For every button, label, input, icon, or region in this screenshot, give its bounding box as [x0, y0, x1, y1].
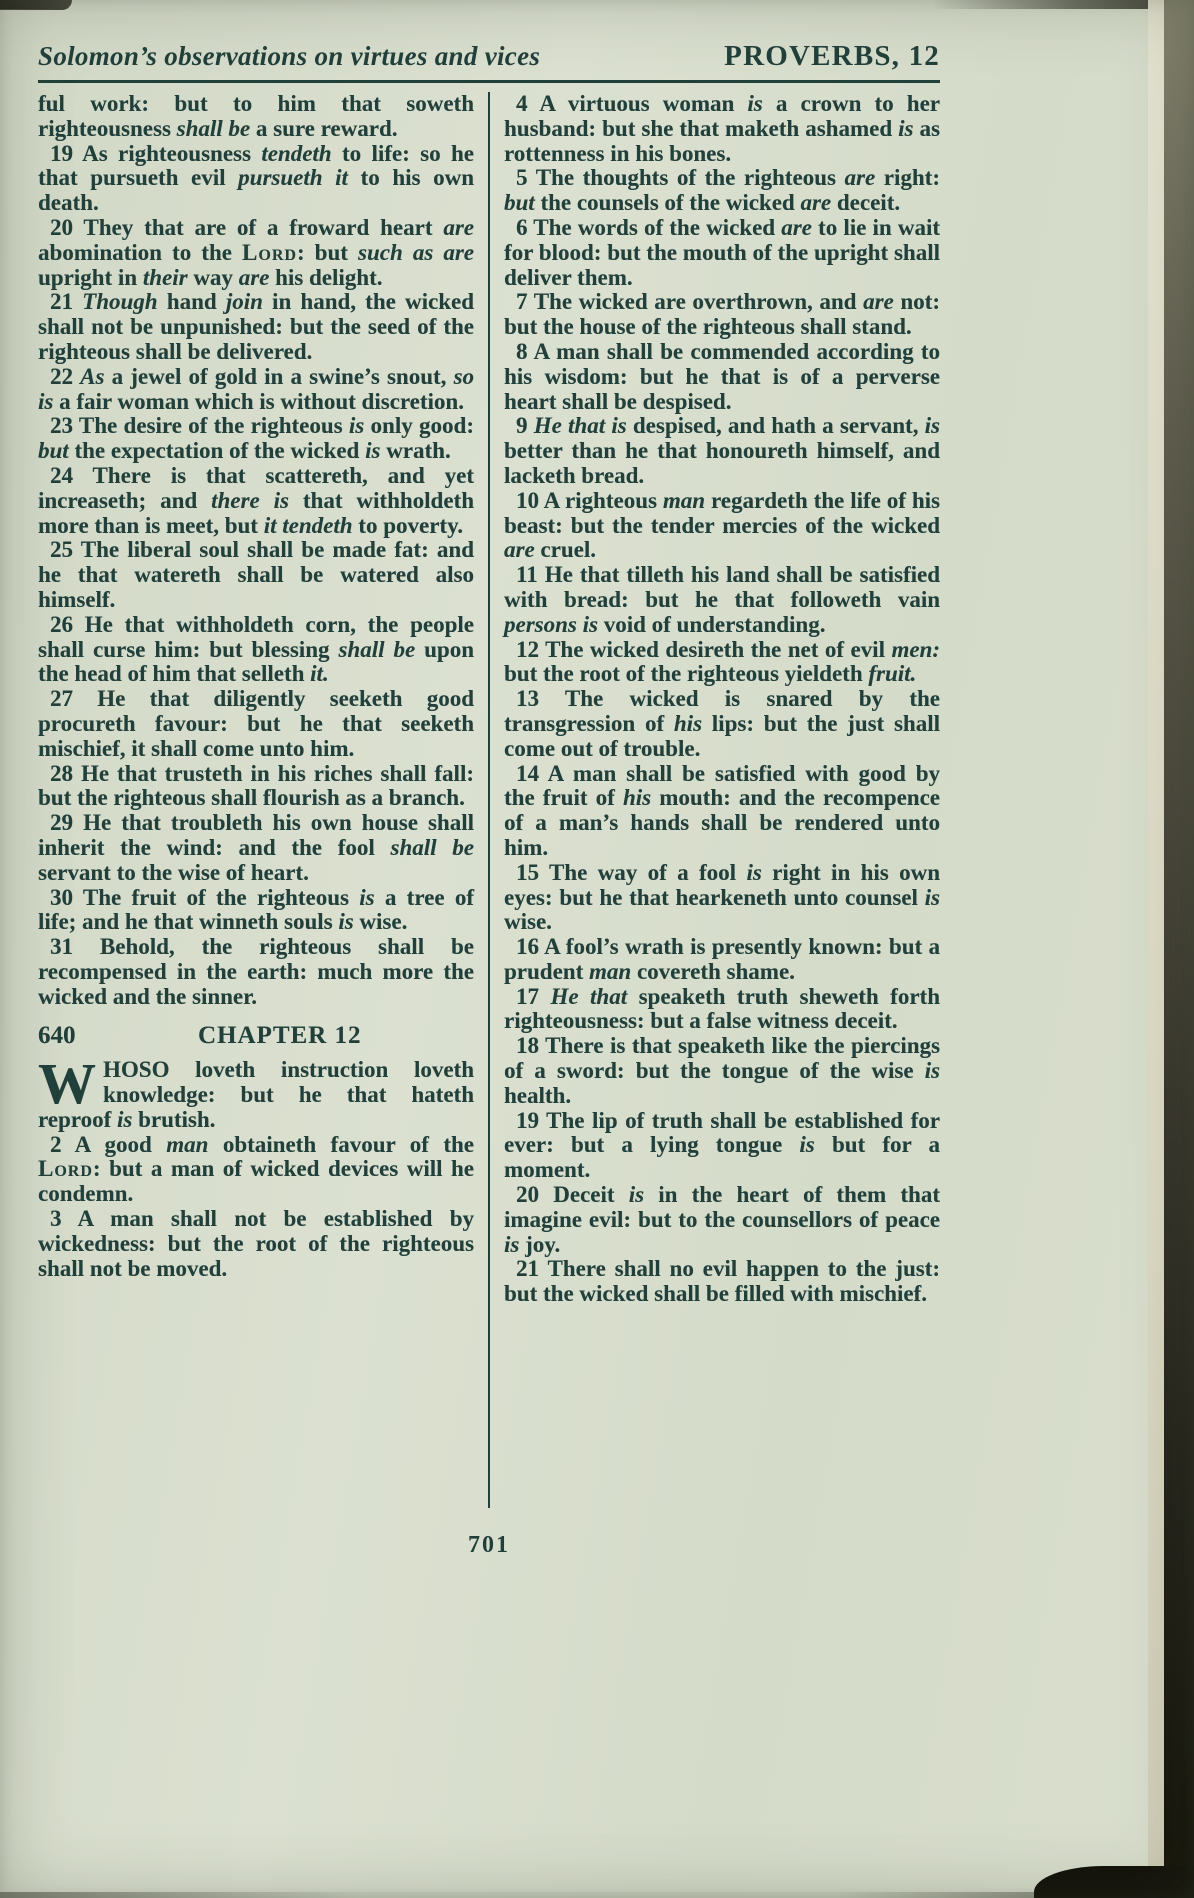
- verse-run: There is that scattereth, and yet increaseth; and: [38, 462, 474, 513]
- verse: [38, 142, 474, 216]
- verse-run: is: [747, 92, 763, 116]
- verse-number: 20: [50, 214, 73, 240]
- verse-number: 13: [516, 686, 539, 712]
- verse-run: He that troubleth his own house shall inherit the wind: and the fool: [38, 810, 475, 860]
- running-head-summary: Solomon’s observations on virtues and vices: [38, 41, 541, 71]
- verse: [504, 861, 940, 935]
- verse-run: HOSO loveth instruction loveth knowledge: but he that hateth reproof: [38, 1057, 474, 1132]
- verse: [38, 414, 474, 464]
- verse-number: 9: [516, 413, 528, 439]
- verse-number: 20: [516, 1182, 539, 1208]
- verse-run: right in his own eyes: but he that hearkeneth unto counsel: [504, 859, 940, 910]
- verse-run: as rottenness in his bones.: [504, 115, 940, 166]
- verse-run: to life: so he that pursueth evil: [38, 140, 474, 191]
- verse-number: 29: [50, 810, 73, 836]
- verse-run: in hand, the wicked shall not be unpunished: but the seed of the righteous shall be delivered.: [38, 289, 475, 364]
- verse-run: are: [844, 165, 876, 191]
- verse-run: cruel.: [534, 537, 596, 563]
- verse: [504, 638, 940, 688]
- right-column: [504, 92, 940, 1508]
- verse-run: is: [628, 1182, 645, 1208]
- verse-number: 14: [516, 760, 539, 786]
- verse-number: 30: [50, 884, 73, 910]
- verse-run: their: [142, 264, 188, 290]
- verse-run: The wicked are overthrown, and: [533, 289, 864, 315]
- verse-run: pursueth it: [238, 165, 348, 191]
- verse-run: to his own death.: [38, 165, 474, 216]
- verse-run: only good:: [364, 413, 474, 439]
- verse-run: man: [662, 487, 706, 513]
- verse-run: but: [504, 190, 535, 216]
- verse: [504, 489, 940, 563]
- verse-dropcap: [38, 1051, 474, 1132]
- two-column-text-block: [38, 92, 940, 1508]
- verse-number: 7: [516, 289, 528, 315]
- verse-run: is: [898, 115, 914, 141]
- verse: [38, 935, 474, 1009]
- verse-run: A man shall be satisfied with good by the fruit of: [504, 760, 940, 811]
- verse-run: As: [80, 363, 105, 389]
- verse-run: abomination to the: [38, 239, 243, 265]
- verse: [504, 1034, 940, 1108]
- verse-run: the expectation of the wicked: [68, 438, 366, 464]
- verse: [504, 166, 940, 216]
- verse-run: deceit.: [831, 190, 901, 216]
- verse-run: mouth: and the recompence of a man’s hands shall be rendered unto him.: [504, 785, 940, 860]
- verse-run: it tendeth: [263, 512, 353, 538]
- verse-run: Though: [82, 289, 158, 315]
- verse-run: ful work: but to him that soweth righteousness: [38, 92, 474, 141]
- running-head-book-chapter: PROVERBS, 12: [724, 40, 940, 72]
- verse-run: Deceit: [553, 1182, 629, 1208]
- verse-run: right:: [875, 165, 940, 191]
- verse: [504, 762, 940, 861]
- verse-run: A righteous: [543, 487, 663, 513]
- verse: [38, 1133, 474, 1207]
- verse-run: covereth shame.: [631, 958, 795, 984]
- verse-number: 15: [516, 859, 539, 885]
- verse-run: is: [924, 884, 940, 910]
- verse-run: despised, and hath a servant,: [626, 413, 925, 439]
- verse-run: They that are of a froward heart: [83, 214, 444, 240]
- verse-run: There shall no evil happen to the just: but the wicked shall be filled with mischief.: [504, 1256, 940, 1307]
- verse-run: brutish.: [132, 1106, 216, 1132]
- verse-number: 28: [50, 760, 73, 786]
- verse-run: upright in: [38, 264, 143, 290]
- verse-run: is: [359, 884, 375, 910]
- scan-artifact-right-edge: [1164, 0, 1194, 1898]
- verse-run: joy.: [519, 1231, 561, 1257]
- verse: [38, 216, 474, 290]
- verse-run: is: [504, 1231, 520, 1257]
- verse: [38, 365, 474, 415]
- verse-run: a crown to her husband: but she that maketh ashamed: [504, 92, 940, 141]
- verse-run: He that diligently seeketh good procureth favour: but he that seeketh mischief, it shall come unto him.: [38, 686, 474, 761]
- verse-run: man: [589, 958, 632, 984]
- verse-run: is: [117, 1106, 133, 1132]
- verse: [504, 216, 940, 290]
- running-header: [38, 40, 940, 73]
- verse: [38, 538, 474, 612]
- verse-run: men:: [891, 636, 940, 662]
- verse-run: The fruit of the righteous: [82, 884, 360, 910]
- verse-run: regardeth the life of his beast: but the tender mercies of the wicked: [504, 487, 940, 538]
- verse-run: are: [800, 190, 832, 216]
- verse-run: shall be: [390, 834, 474, 860]
- verse-run: but: [38, 438, 69, 464]
- verse-run: shall be: [176, 115, 251, 141]
- verse-run: A man shall not be established by wickedness: but the root of the righteous shall not be moved.: [38, 1206, 474, 1281]
- verse-run: He that trusteth in his riches shall fall: but the righteous shall flourish as a branch.: [38, 760, 474, 811]
- verse-number: 5: [516, 165, 528, 191]
- verse: [504, 1183, 940, 1257]
- verse-run: tendeth: [261, 140, 332, 166]
- verse-number: 12: [516, 636, 539, 662]
- verse-run: are: [781, 214, 812, 240]
- chapter-title: CHAPTER 12: [198, 1022, 362, 1050]
- verse-run: is: [348, 413, 365, 439]
- verse: [38, 811, 474, 885]
- verse-run: is: [746, 859, 762, 885]
- verse-run: wrath.: [380, 438, 451, 464]
- verse-number: 27: [50, 686, 73, 712]
- verse: [504, 340, 940, 414]
- verse: [504, 563, 940, 637]
- verse-run: better than he that honoureth himself, and lacketh bread.: [504, 438, 940, 488]
- verse-run: A fool’s wrath is presently known: but a prudent: [504, 934, 940, 984]
- verse-run: so is: [38, 363, 475, 414]
- verse: [38, 613, 474, 687]
- header-rule: [38, 80, 940, 83]
- verse-run: it.: [310, 661, 329, 687]
- verse-run: He that: [550, 983, 628, 1009]
- verse: [504, 414, 940, 488]
- verse-number: 21: [50, 289, 73, 315]
- scan-artifact-top-edge: [0, 0, 1194, 9]
- verse: [38, 464, 474, 538]
- verse-number: 4: [516, 92, 528, 116]
- column-divider: [488, 92, 490, 1508]
- verse: [38, 290, 474, 364]
- scan-artifact-bottom-edge: [0, 1892, 1194, 1898]
- verse-run: way: [187, 264, 239, 290]
- verse-run: The wicked is snared by the transgression of: [504, 686, 940, 736]
- verse-number: 8: [516, 338, 528, 364]
- verse-run: A man shall be commended according to his wisdom: but he that is of a perverse heart shall be despised.: [504, 338, 940, 414]
- verse-run: are: [504, 537, 535, 563]
- verse-run: void of understanding.: [597, 611, 826, 637]
- verse-number: 3: [50, 1206, 62, 1232]
- verse-run: hand: [157, 289, 226, 315]
- verse: [504, 935, 940, 985]
- verse: [38, 1207, 474, 1281]
- verse-run: in the heart of them that imagine evil: but to the counsellors of peace: [504, 1182, 940, 1232]
- scan-artifact-top-left-smudge: [0, 0, 72, 10]
- page-content: [38, 40, 940, 1558]
- verse-number: 19: [516, 1107, 539, 1133]
- scan-artifact-bottom-right-corner: [1034, 1866, 1194, 1898]
- verse-run: his: [622, 785, 652, 811]
- verse: [504, 1109, 940, 1183]
- verse-run: upon the head of him that selleth: [38, 636, 474, 687]
- chapter-page-ref: 640: [38, 1022, 76, 1050]
- verse: [504, 687, 940, 761]
- verse-run: is: [924, 1058, 940, 1084]
- verse-number: 18: [516, 1033, 539, 1059]
- verse-run: The desire of the righteous: [78, 413, 349, 439]
- verse-run: The thoughts of the righteous: [535, 165, 845, 191]
- verse-number: 24: [50, 462, 73, 488]
- verse-run: shall be: [338, 636, 416, 662]
- verse-run: wise.: [504, 909, 552, 935]
- verse: [38, 886, 474, 936]
- verse-run: persons is: [504, 611, 598, 637]
- verse-run: : but: [296, 239, 358, 265]
- page-number: 701: [468, 1532, 510, 1558]
- verse-run: is: [365, 438, 381, 464]
- verse-run: Lord: [38, 1156, 93, 1182]
- verse-number: 22: [50, 363, 73, 389]
- verse: [504, 92, 940, 166]
- verse-number: 25: [50, 537, 73, 563]
- verse-run: a fair woman which is without discretion.: [53, 388, 464, 414]
- verse-run: The wicked desireth the net of evil: [545, 636, 892, 662]
- verse-run: He that tilleth his land shall be satisfied with bread: but he that followeth vain: [504, 562, 940, 612]
- verse-run: He that withholdeth corn, the people shall curse him: but blessing: [38, 611, 474, 662]
- verse-run: a tree of life; and he that winneth souls: [38, 884, 474, 935]
- verse: [38, 92, 474, 142]
- verse-run: are: [238, 264, 270, 290]
- verse-run: man: [166, 1131, 209, 1157]
- verse-run: there is: [211, 487, 289, 513]
- verse-run: but for a moment.: [504, 1132, 940, 1183]
- verse: [504, 985, 940, 1035]
- verse-run: wise.: [353, 909, 408, 935]
- verse-number: 6: [516, 214, 528, 240]
- verse-run: lips: but the just shall come out of trouble.: [504, 710, 940, 761]
- verse-run: such as are: [358, 239, 475, 265]
- verse-run: A good: [74, 1131, 167, 1157]
- verse-run: He that is: [533, 413, 627, 439]
- verse-run: to lie in wait for blood: but the mouth of the upright shall deliver them.: [504, 214, 940, 290]
- verse-run: are: [443, 214, 474, 240]
- verse-number: 21: [516, 1256, 539, 1282]
- verse-run: his: [673, 710, 703, 736]
- verse-run: is: [924, 413, 940, 439]
- verse-run: The liberal soul shall be made fat: and he that watereth shall be watered also himself.: [38, 537, 474, 612]
- verse-number: 23: [50, 413, 73, 439]
- verse-run: : but a man of wicked devices will he condemn.: [38, 1156, 474, 1207]
- verse-run: health.: [504, 1082, 572, 1108]
- left-column: [38, 92, 474, 1508]
- verse-number: 31: [50, 934, 73, 960]
- verse: [504, 1257, 940, 1307]
- verse-run: but the root of the righteous yieldeth: [504, 661, 869, 687]
- verse-number: 2: [50, 1131, 62, 1157]
- verse-run: to poverty.: [352, 512, 464, 538]
- verse-run: servant to the wise of heart.: [38, 859, 309, 885]
- verse: [38, 687, 474, 761]
- verse-run: a sure reward.: [250, 115, 398, 141]
- verse-run: fruit.: [868, 661, 917, 687]
- verse-run: Behold, the righteous shall be recompensed in the earth: much more the wicked and the sinner.: [38, 934, 474, 1009]
- verse-run: Lord: [242, 239, 297, 265]
- verse-run: speaketh truth sheweth forth righteousness: but a false witness deceit.: [504, 983, 940, 1034]
- drop-cap: W: [38, 1051, 96, 1117]
- scan-artifact-paper-edge: [1148, 0, 1164, 1898]
- verse-run: A virtuous woman: [539, 92, 748, 116]
- verse-run: not: but the house of the righteous shall stand.: [504, 289, 940, 340]
- verse-run: The lip of truth shall be established for ever: but a lying tongue: [504, 1107, 940, 1158]
- verse-run: The words of the wicked: [533, 214, 782, 240]
- verse-number: 16: [516, 934, 539, 960]
- chapter-heading: [38, 1024, 474, 1049]
- verse-run: The way of a fool: [548, 859, 747, 885]
- verse-number: 17: [516, 983, 539, 1009]
- verse-run: the counsels of the wicked: [534, 190, 801, 216]
- verse-run: join: [225, 289, 263, 315]
- verse-number: 26: [50, 611, 73, 637]
- verse-number: 10: [516, 487, 539, 513]
- verse: [38, 762, 474, 812]
- verse-number: 19: [50, 140, 73, 166]
- verse: [504, 290, 940, 340]
- verse-run: that withholdeth more than is meet, but: [38, 487, 474, 538]
- verse-run: obtaineth favour of the: [208, 1131, 474, 1157]
- verse-run: are: [863, 289, 894, 315]
- verse-run: is: [338, 909, 354, 935]
- verse-run: As righteousness: [82, 140, 262, 166]
- verse-run: There is that speaketh like the piercings of a sword: but the tongue of the wise: [504, 1033, 940, 1084]
- verse-run: is: [799, 1132, 815, 1158]
- verse-run: a jewel of gold in a swine’s snout,: [104, 363, 454, 389]
- verse-run: his delight.: [269, 264, 383, 290]
- verse-number: 11: [516, 562, 538, 588]
